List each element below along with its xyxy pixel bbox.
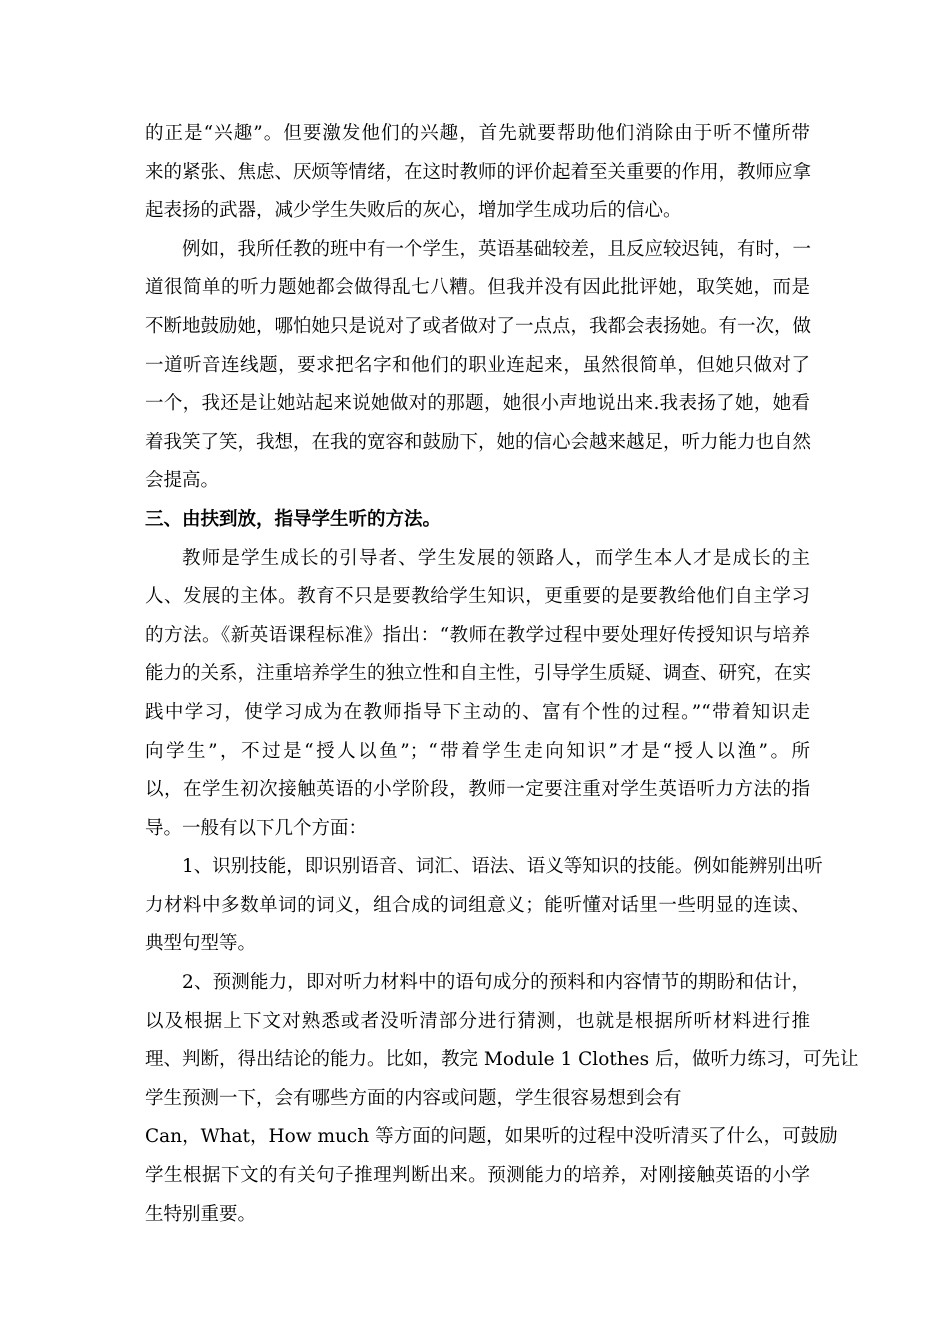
text-line: 的方法。《新英语课程标准》指出：“教师在教学过程中要处理好传授知识与培养 <box>145 624 810 646</box>
text-line: 能力的关系，注重培养学生的独立性和自主性，引导学生质疑、调查、研究，在实 <box>145 663 812 685</box>
text-line: 典型句型等。 <box>145 933 257 955</box>
text-line: 生特别重要。 <box>145 1203 257 1225</box>
text-line: 着我笑了笑，我想，在我的宽容和鼓励下，她的信心会越来越足，听力能力也自然 <box>145 431 812 453</box>
text-line: 以及根据上下文对熟悉或者没听清部分进行猜测，也就是根据所听材料进行推 <box>145 1010 810 1032</box>
text-line: 道很简单的听力题她都会做得乱七八糟。但我并没有因此批评她，取笑她，而是 <box>145 277 810 299</box>
text-line: 向学生”，不过是“授人以鱼”；“带着学生走向知识”才是“授人以渔”。所 <box>145 740 810 762</box>
text-line: 1、识别技能，即识别语音、词汇、语法、语义等知识的技能。例如能辨别出听 <box>182 856 823 878</box>
text-line: 例如，我所任教的班中有一个学生，英语基础较差，且反应较迟钝，有时，一 <box>182 238 812 260</box>
text-line: 不断地鼓励她，哪怕她只是说对了或者做对了一点点，我都会表扬她。有一次，做 <box>145 315 812 337</box>
text-line: 人、发展的主体。教育不只是要教给学生知识，更重要的是要教给他们自主学习 <box>145 586 810 608</box>
text-line: 力材料中多数单词的词义，组合成的词组意义；能听懂对话里一些明显的连读、 <box>145 894 810 916</box>
text-line: 以，在学生初次接触英语的小学阶段，教师一定要注重对学生英语听力方法的指 <box>145 779 810 801</box>
text-line: 教师是学生成长的引导者、学生发展的领路人，而学生本人才是成长的主 <box>182 547 810 569</box>
text-line: 一个，我还是让她站起来说她做对的那题，她很小声地说出来.我表扬了她，她看 <box>145 393 810 415</box>
text-line: Can，What，How much 等方面的问题，如果听的过程中没听清买了什么，可鼓励 <box>145 1126 838 1148</box>
section-heading: 三、由扶到放，指导学生听的方法。 <box>145 508 442 530</box>
text-line: 一道听音连线题，要求把名字和他们的职业连起来，虽然很简单，但她只做对了 <box>145 354 810 376</box>
body-text <box>145 115 859 1234</box>
text-line: 学生根据下文的有关句子推理判断出来。预测能力的培养，对刚接触英语的小学 <box>145 1165 810 1187</box>
text-line: 践中学习，使学习成为在教师指导下主动的、富有个性的过程。”“带着知识走 <box>145 701 810 723</box>
text-line: 起表扬的武器，减少学生失败后的灰心，增加学生成功后的信心。 <box>145 200 682 222</box>
text-line: 学生预测一下，会有哪些方面的内容或问题，学生很容易想到会有 <box>145 1087 682 1109</box>
text-line: 理、判断，得出结论的能力。比如，教完 Module 1 Clothes 后，做听力练习，可先让 <box>145 1049 859 1071</box>
text-line: 来的紧张、焦虑、厌烦等情绪，在这时教师的评价起着至关重要的作用，教师应拿 <box>145 161 812 183</box>
text-line: 的正是“兴趣”。但要激发他们的兴趣，首先就要帮助他们消除由于听不懂所带 <box>145 123 810 144</box>
text-line: 2、预测能力，即对听力材料中的语句成分的预料和内容情节的期盼和估计， <box>182 972 810 994</box>
text-line: 会提高。 <box>145 470 220 492</box>
text-line: 导。一般有以下几个方面： <box>145 817 368 839</box>
